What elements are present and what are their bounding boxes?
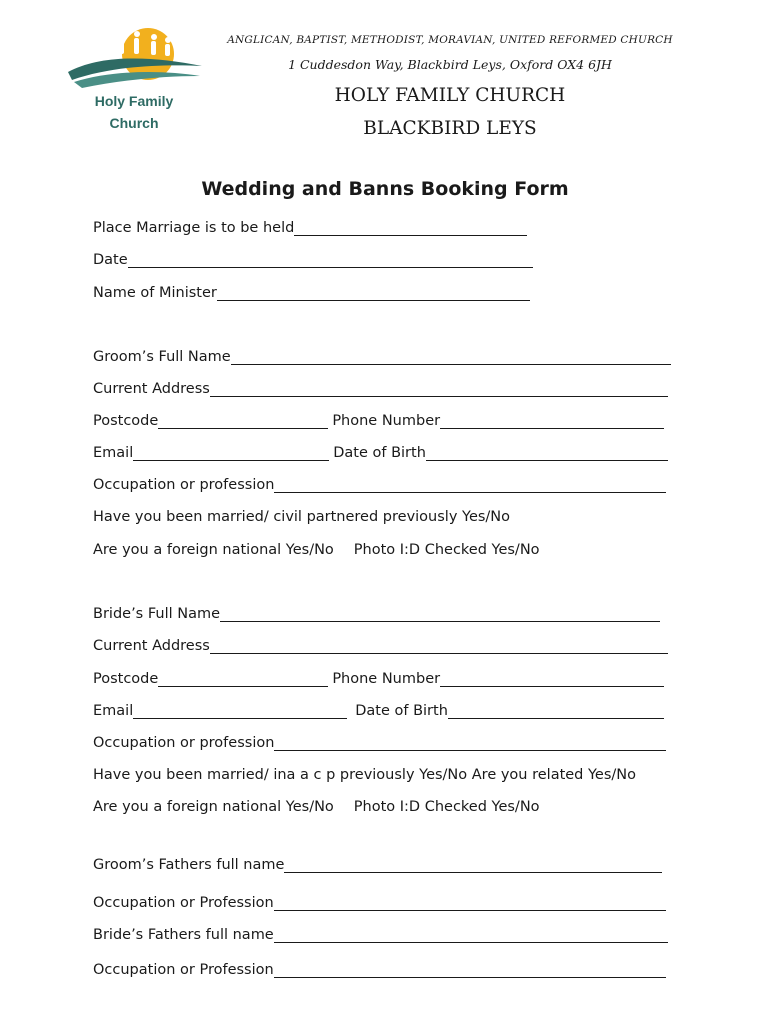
- groom-phone-label: Phone Number: [332, 413, 441, 429]
- form-title: Wedding and Banns Booking Form: [201, 178, 569, 200]
- groom-address-label: Current Address: [93, 381, 210, 397]
- groom-father-field[interactable]: [284, 858, 662, 873]
- minister-row: [93, 281, 534, 301]
- church-logo: [62, 26, 206, 136]
- groom-name-field[interactable]: [231, 350, 671, 365]
- groom-email-label: Email: [93, 445, 134, 461]
- bride-address-field[interactable]: [210, 639, 668, 654]
- bride-address-label: Current Address: [93, 638, 210, 654]
- bride-postcode-field[interactable]: [158, 672, 328, 687]
- bride-name-field[interactable]: [220, 607, 660, 622]
- groom-foreign-row: [93, 538, 540, 558]
- groom-married-row: [93, 505, 510, 525]
- bride-father-occupation-row: [93, 958, 670, 978]
- groom-father-occupation-row: [93, 891, 670, 911]
- bride-postcode-row: [93, 667, 668, 687]
- bride-father-label: Bride’s Fathers full name: [93, 927, 274, 943]
- bride-address-row: [93, 634, 672, 654]
- bride-occupation-label: Occupation or profession: [93, 735, 275, 751]
- groom-postcode-row: [93, 409, 668, 429]
- groom-name-label: Groom’s Full Name: [93, 349, 231, 365]
- place-marriage-label: Place Marriage is to be held: [93, 220, 295, 236]
- bride-dob-field[interactable]: [448, 704, 664, 719]
- minister-field[interactable]: [217, 286, 530, 301]
- minister-label: Name of Minister: [93, 285, 217, 301]
- groom-email-field[interactable]: [133, 446, 329, 461]
- bride-foreign-row: [93, 795, 540, 815]
- church-logo-graphic: [62, 26, 206, 96]
- logo-text-line2: Church: [109, 115, 159, 131]
- groom-email-row: [93, 441, 672, 461]
- bride-name-row: [93, 602, 664, 622]
- groom-father-row: [93, 853, 666, 873]
- groom-address-row: [93, 377, 672, 397]
- bride-dob-label: Date of Birth: [355, 703, 448, 719]
- groom-father-occupation-label: Occupation or Profession: [93, 895, 274, 911]
- groom-dob-field[interactable]: [426, 446, 668, 461]
- groom-occupation-field[interactable]: [274, 478, 666, 493]
- bride-occupation-field[interactable]: [274, 736, 666, 751]
- date-row: [93, 248, 537, 268]
- logo-text-line1: Holy Family: [94, 93, 174, 109]
- bride-father-field[interactable]: [274, 928, 668, 943]
- bride-phone-label: Phone Number: [332, 671, 441, 687]
- date-label: Date: [93, 252, 128, 268]
- groom-phone-field[interactable]: [440, 414, 664, 429]
- groom-father-label: Groom’s Fathers full name: [93, 857, 285, 873]
- bride-married-row: [93, 763, 636, 783]
- groom-address-field[interactable]: [210, 382, 668, 397]
- bride-father-occupation-field[interactable]: [274, 963, 666, 978]
- bride-father-row: [93, 923, 672, 943]
- bride-foreign-text[interactable]: Are you a foreign national Yes/No: [93, 799, 334, 815]
- bride-father-occupation-label: Occupation or Profession: [93, 962, 274, 978]
- bride-postcode-label: Postcode: [93, 671, 159, 687]
- groom-postcode-label: Postcode: [93, 413, 159, 429]
- bride-photo-id-text[interactable]: Photo I:D Checked Yes/No: [353, 799, 540, 815]
- place-marriage-row: [93, 216, 531, 236]
- bride-name-label: Bride’s Full Name: [93, 606, 221, 622]
- groom-occupation-label: Occupation or profession: [93, 477, 275, 493]
- church-name: HOLY FAMILY CHURCH: [334, 85, 566, 106]
- church-address: 1 Cuddesdon Way, Blackbird Leys, Oxford OX4 6JH: [288, 57, 612, 72]
- groom-occupation-row: [93, 473, 670, 493]
- denominations: ANGLICAN, BAPTIST, METHODIST, MORAVIAN, UNITED REFORMED CHURCH: [227, 34, 673, 46]
- bride-occupation-row: [93, 731, 670, 751]
- church-place: BLACKBIRD LEYS: [363, 118, 537, 139]
- groom-father-occupation-field[interactable]: [274, 896, 666, 911]
- groom-dob-label: Date of Birth: [333, 445, 426, 461]
- bride-email-label: Email: [93, 703, 134, 719]
- groom-name-row: [93, 345, 675, 365]
- bride-married-text[interactable]: Have you been married/ ina a c p previously Yes/No Are you related Yes/No: [93, 767, 637, 783]
- groom-married-text[interactable]: Have you been married/ civil partnered previously Yes/No: [93, 509, 511, 525]
- bride-phone-field[interactable]: [440, 672, 664, 687]
- date-field[interactable]: [128, 253, 533, 268]
- bride-email-field[interactable]: [133, 704, 347, 719]
- groom-postcode-field[interactable]: [158, 414, 328, 429]
- place-marriage-field[interactable]: [294, 221, 527, 236]
- groom-photo-id-text[interactable]: Photo I:D Checked Yes/No: [353, 542, 540, 558]
- bride-email-row: [93, 699, 668, 719]
- groom-foreign-text[interactable]: Are you a foreign national Yes/No: [93, 542, 334, 558]
